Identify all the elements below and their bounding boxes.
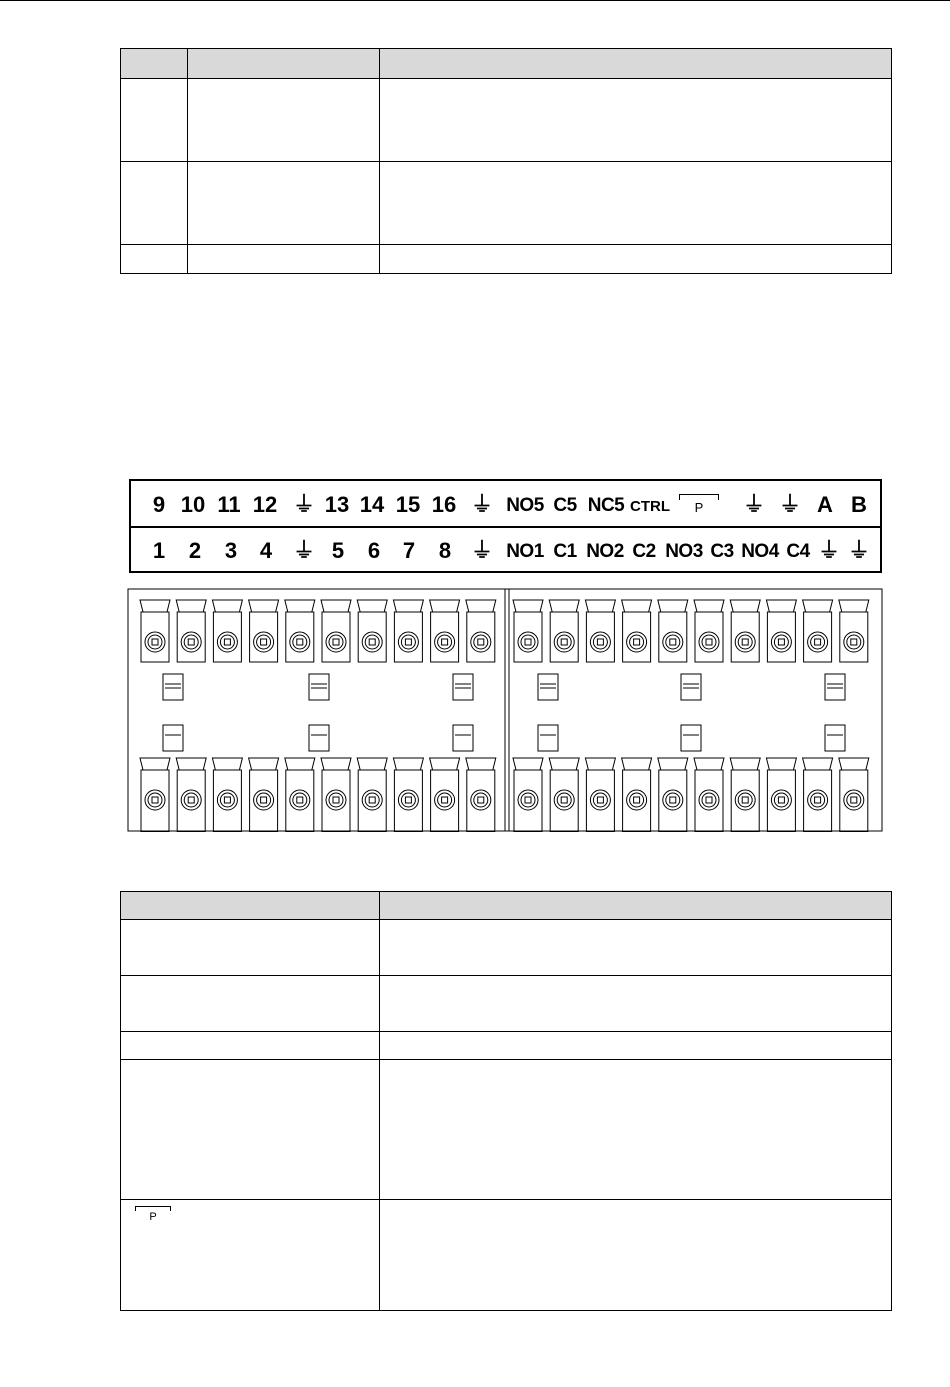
screw-icon — [401, 793, 415, 807]
screw-slot — [561, 639, 567, 645]
terminal-tab — [730, 600, 760, 612]
screw-icon — [329, 635, 343, 649]
terminal-label-panel — [129, 479, 882, 573]
screw-slot — [261, 639, 267, 645]
screw-slot — [224, 639, 230, 645]
screw-icon — [184, 793, 198, 807]
screw-icon — [438, 635, 452, 649]
terminal-tab — [839, 600, 869, 612]
terminal-tab — [803, 600, 833, 612]
screw-icon — [257, 793, 271, 807]
terminal-tab — [285, 758, 315, 770]
screw-slot — [152, 639, 158, 645]
terminal-label: 3 — [224, 538, 238, 563]
screw-slot — [152, 797, 158, 803]
terminal-label: NO5 — [506, 495, 544, 516]
terminal-label: NO3 — [665, 541, 703, 562]
terminal-tab — [393, 758, 423, 770]
latch — [309, 725, 329, 751]
terminal-body — [213, 612, 241, 662]
ground-icon: ⏚ — [778, 492, 802, 517]
terminal-label: A — [817, 492, 833, 517]
screw-icon — [666, 635, 680, 649]
screw-icon — [847, 793, 861, 807]
screw-icon — [220, 793, 234, 807]
terminal-tab — [549, 758, 579, 770]
screw-slot — [670, 797, 676, 803]
latch — [538, 674, 558, 700]
screw-slot — [261, 797, 267, 803]
p-bracket-label: P — [694, 500, 704, 515]
screw-icon — [593, 793, 607, 807]
terminal-body — [514, 612, 542, 662]
screw-slot — [815, 797, 821, 803]
screw-icon — [630, 635, 644, 649]
ground-icon: ⏚ — [292, 492, 316, 517]
terminal-tab — [585, 600, 615, 612]
terminal-tab — [549, 600, 579, 612]
screw-slot — [525, 639, 531, 645]
ground-icon: ⏚ — [292, 538, 316, 563]
screw-icon — [401, 635, 415, 649]
screw-icon — [666, 793, 680, 807]
table-row — [121, 1200, 892, 1311]
screw-slot — [478, 639, 484, 645]
terminal-body — [586, 612, 614, 662]
latch — [538, 725, 558, 751]
terminal-body — [322, 612, 350, 662]
latch — [453, 674, 473, 700]
terminal-body — [550, 612, 578, 662]
screw-slot — [478, 797, 484, 803]
terminal-tab — [658, 600, 688, 612]
screw-icon — [438, 793, 452, 807]
screw-slot — [670, 639, 676, 645]
screw-icon — [329, 793, 343, 807]
terminal-tab — [140, 600, 170, 612]
screw-slot — [297, 639, 303, 645]
terminal-tab — [658, 758, 688, 770]
screw-icon — [184, 635, 198, 649]
screw-icon — [257, 635, 271, 649]
terminal-tab — [285, 600, 315, 612]
terminal-body — [659, 612, 687, 662]
terminal-tab — [321, 758, 351, 770]
terminal-label: NO2 — [586, 541, 624, 562]
screw-icon — [293, 635, 307, 649]
terminal-tab — [466, 758, 496, 770]
terminal-body — [141, 612, 169, 662]
terminal-label: 2 — [188, 538, 202, 563]
terminal-tab — [140, 758, 170, 770]
terminal-body — [431, 612, 459, 662]
terminal-tab — [622, 758, 652, 770]
screw-slot — [297, 797, 303, 803]
terminal-tab — [357, 600, 387, 612]
table-row — [121, 1060, 892, 1200]
terminal-label: CTRL — [630, 498, 670, 515]
bottom-table — [120, 891, 892, 1311]
table-row — [121, 976, 892, 1032]
screw-icon — [148, 635, 162, 649]
ground-icon: ⏚ — [817, 538, 841, 563]
terminal-label: C2 — [632, 541, 656, 562]
screw-slot — [742, 797, 748, 803]
terminal-tab — [212, 758, 242, 770]
screw-slot — [634, 797, 640, 803]
screw-slot — [561, 797, 567, 803]
terminal-label: NO4 — [741, 541, 779, 562]
terminal-tab — [513, 600, 543, 612]
terminal-tab — [766, 600, 796, 612]
terminal-body — [177, 612, 205, 662]
terminal-label: 13 — [324, 492, 350, 517]
screw-slot — [742, 639, 748, 645]
screw-icon — [593, 635, 607, 649]
top-table-header-cell — [188, 49, 380, 79]
screw-slot — [369, 797, 375, 803]
terminal-label: 9 — [152, 492, 166, 517]
screw-icon — [365, 793, 379, 807]
terminal-tab — [466, 600, 496, 612]
latch — [825, 725, 845, 751]
bottom-table-header-cell — [380, 892, 892, 920]
p-bracket-icon — [679, 494, 719, 514]
screw-icon — [220, 635, 234, 649]
terminal-tab — [249, 758, 279, 770]
terminal-label: 16 — [431, 492, 457, 517]
latch — [453, 725, 473, 751]
terminal-body — [286, 612, 314, 662]
terminal-label: B — [851, 492, 867, 517]
table-row — [121, 79, 892, 162]
screw-slot — [188, 639, 194, 645]
terminal-tab — [430, 600, 460, 612]
screw-icon — [474, 635, 488, 649]
screw-slot — [851, 639, 857, 645]
terminal-body — [358, 612, 386, 662]
terminal-body — [394, 612, 422, 662]
terminal-tab — [357, 758, 387, 770]
latch — [681, 674, 701, 700]
table-row — [121, 1032, 892, 1060]
screw-icon — [521, 793, 535, 807]
terminal-body — [731, 612, 759, 662]
screw-slot — [851, 797, 857, 803]
terminal-tab — [694, 600, 724, 612]
terminal-label: C3 — [710, 541, 734, 562]
terminal-label: 4 — [259, 538, 273, 563]
screw-icon — [811, 635, 825, 649]
p-bracket-icon — [135, 1206, 171, 1223]
terminal-label: 14 — [359, 492, 385, 517]
screw-slot — [706, 639, 712, 645]
terminal-body — [467, 612, 495, 662]
screw-slot — [815, 639, 821, 645]
latch — [825, 674, 845, 700]
screw-icon — [557, 793, 571, 807]
terminal-tab — [730, 758, 760, 770]
screw-icon — [774, 793, 788, 807]
screw-slot — [597, 797, 603, 803]
terminal-tab — [803, 758, 833, 770]
screw-icon — [557, 635, 571, 649]
terminal-label: C4 — [786, 541, 810, 562]
screw-slot — [597, 639, 603, 645]
screw-icon — [847, 635, 861, 649]
screw-icon — [811, 793, 825, 807]
screw-slot — [778, 797, 784, 803]
terminal-label: C5 — [553, 495, 577, 516]
screw-icon — [702, 793, 716, 807]
screw-icon — [148, 793, 162, 807]
screw-icon — [702, 635, 716, 649]
terminal-tab — [766, 758, 796, 770]
p-bracket-label: P — [149, 1211, 157, 1223]
top-table-header-cell — [380, 49, 892, 79]
bottom-table-header-cell — [121, 892, 380, 920]
terminal-label: 5 — [331, 538, 345, 563]
screw-slot — [333, 797, 339, 803]
terminal-label: 7 — [402, 538, 416, 563]
terminal-label: 6 — [367, 538, 381, 563]
screw-icon — [630, 793, 644, 807]
screw-icon — [293, 793, 307, 807]
screw-slot — [442, 639, 448, 645]
terminal-body — [695, 612, 723, 662]
terminal-label: 1 — [152, 538, 166, 563]
terminal-label: C1 — [553, 541, 577, 562]
top-table — [120, 48, 892, 274]
screw-slot — [224, 797, 230, 803]
screw-slot — [333, 639, 339, 645]
terminal-label: 8 — [438, 538, 452, 563]
page-top-rule — [0, 0, 950, 1]
terminal-label: NO1 — [506, 541, 544, 562]
screw-slot — [778, 639, 784, 645]
screw-slot — [405, 639, 411, 645]
terminal-tab — [321, 600, 351, 612]
terminal-tab — [839, 758, 869, 770]
terminal-tab — [694, 758, 724, 770]
screw-icon — [521, 635, 535, 649]
terminal-tab — [176, 758, 206, 770]
terminal-label: 15 — [395, 492, 421, 517]
terminal-tab — [176, 600, 206, 612]
latch — [163, 725, 183, 751]
ground-icon: ⏚ — [847, 538, 871, 563]
screw-slot — [442, 797, 448, 803]
terminal-tab — [622, 600, 652, 612]
terminal-tab — [430, 758, 460, 770]
terminal-body — [804, 612, 832, 662]
screw-icon — [738, 635, 752, 649]
terminal-body — [840, 612, 868, 662]
terminal-body — [623, 612, 651, 662]
table-row — [121, 920, 892, 976]
screw-icon — [738, 793, 752, 807]
ground-icon: ⏚ — [470, 492, 494, 517]
terminal-label: NC5 — [587, 495, 625, 516]
terminal-tab — [212, 600, 242, 612]
latch — [309, 674, 329, 700]
table-row — [121, 245, 892, 274]
terminal-body — [250, 612, 278, 662]
terminal-tab — [393, 600, 423, 612]
top-table-header-cell — [121, 49, 188, 79]
screw-slot — [634, 639, 640, 645]
terminal-label: 12 — [252, 492, 278, 517]
ground-icon: ⏚ — [742, 492, 766, 517]
terminal-body — [767, 612, 795, 662]
label-panel-divider — [131, 526, 880, 528]
ground-icon: ⏚ — [470, 538, 494, 563]
screw-slot — [525, 797, 531, 803]
table-row — [121, 162, 892, 245]
terminal-tab — [513, 758, 543, 770]
terminal-tab — [585, 758, 615, 770]
screw-slot — [706, 797, 712, 803]
screw-slot — [405, 797, 411, 803]
terminal-label: 11 — [217, 492, 241, 517]
latch — [163, 674, 183, 700]
terminal-block-drawing — [127, 588, 883, 832]
terminal-tab — [249, 600, 279, 612]
screw-icon — [474, 793, 488, 807]
screw-icon — [774, 635, 788, 649]
screw-slot — [369, 639, 375, 645]
latch — [681, 725, 701, 751]
screw-slot — [188, 797, 194, 803]
terminal-label: 10 — [180, 492, 206, 517]
screw-icon — [365, 635, 379, 649]
